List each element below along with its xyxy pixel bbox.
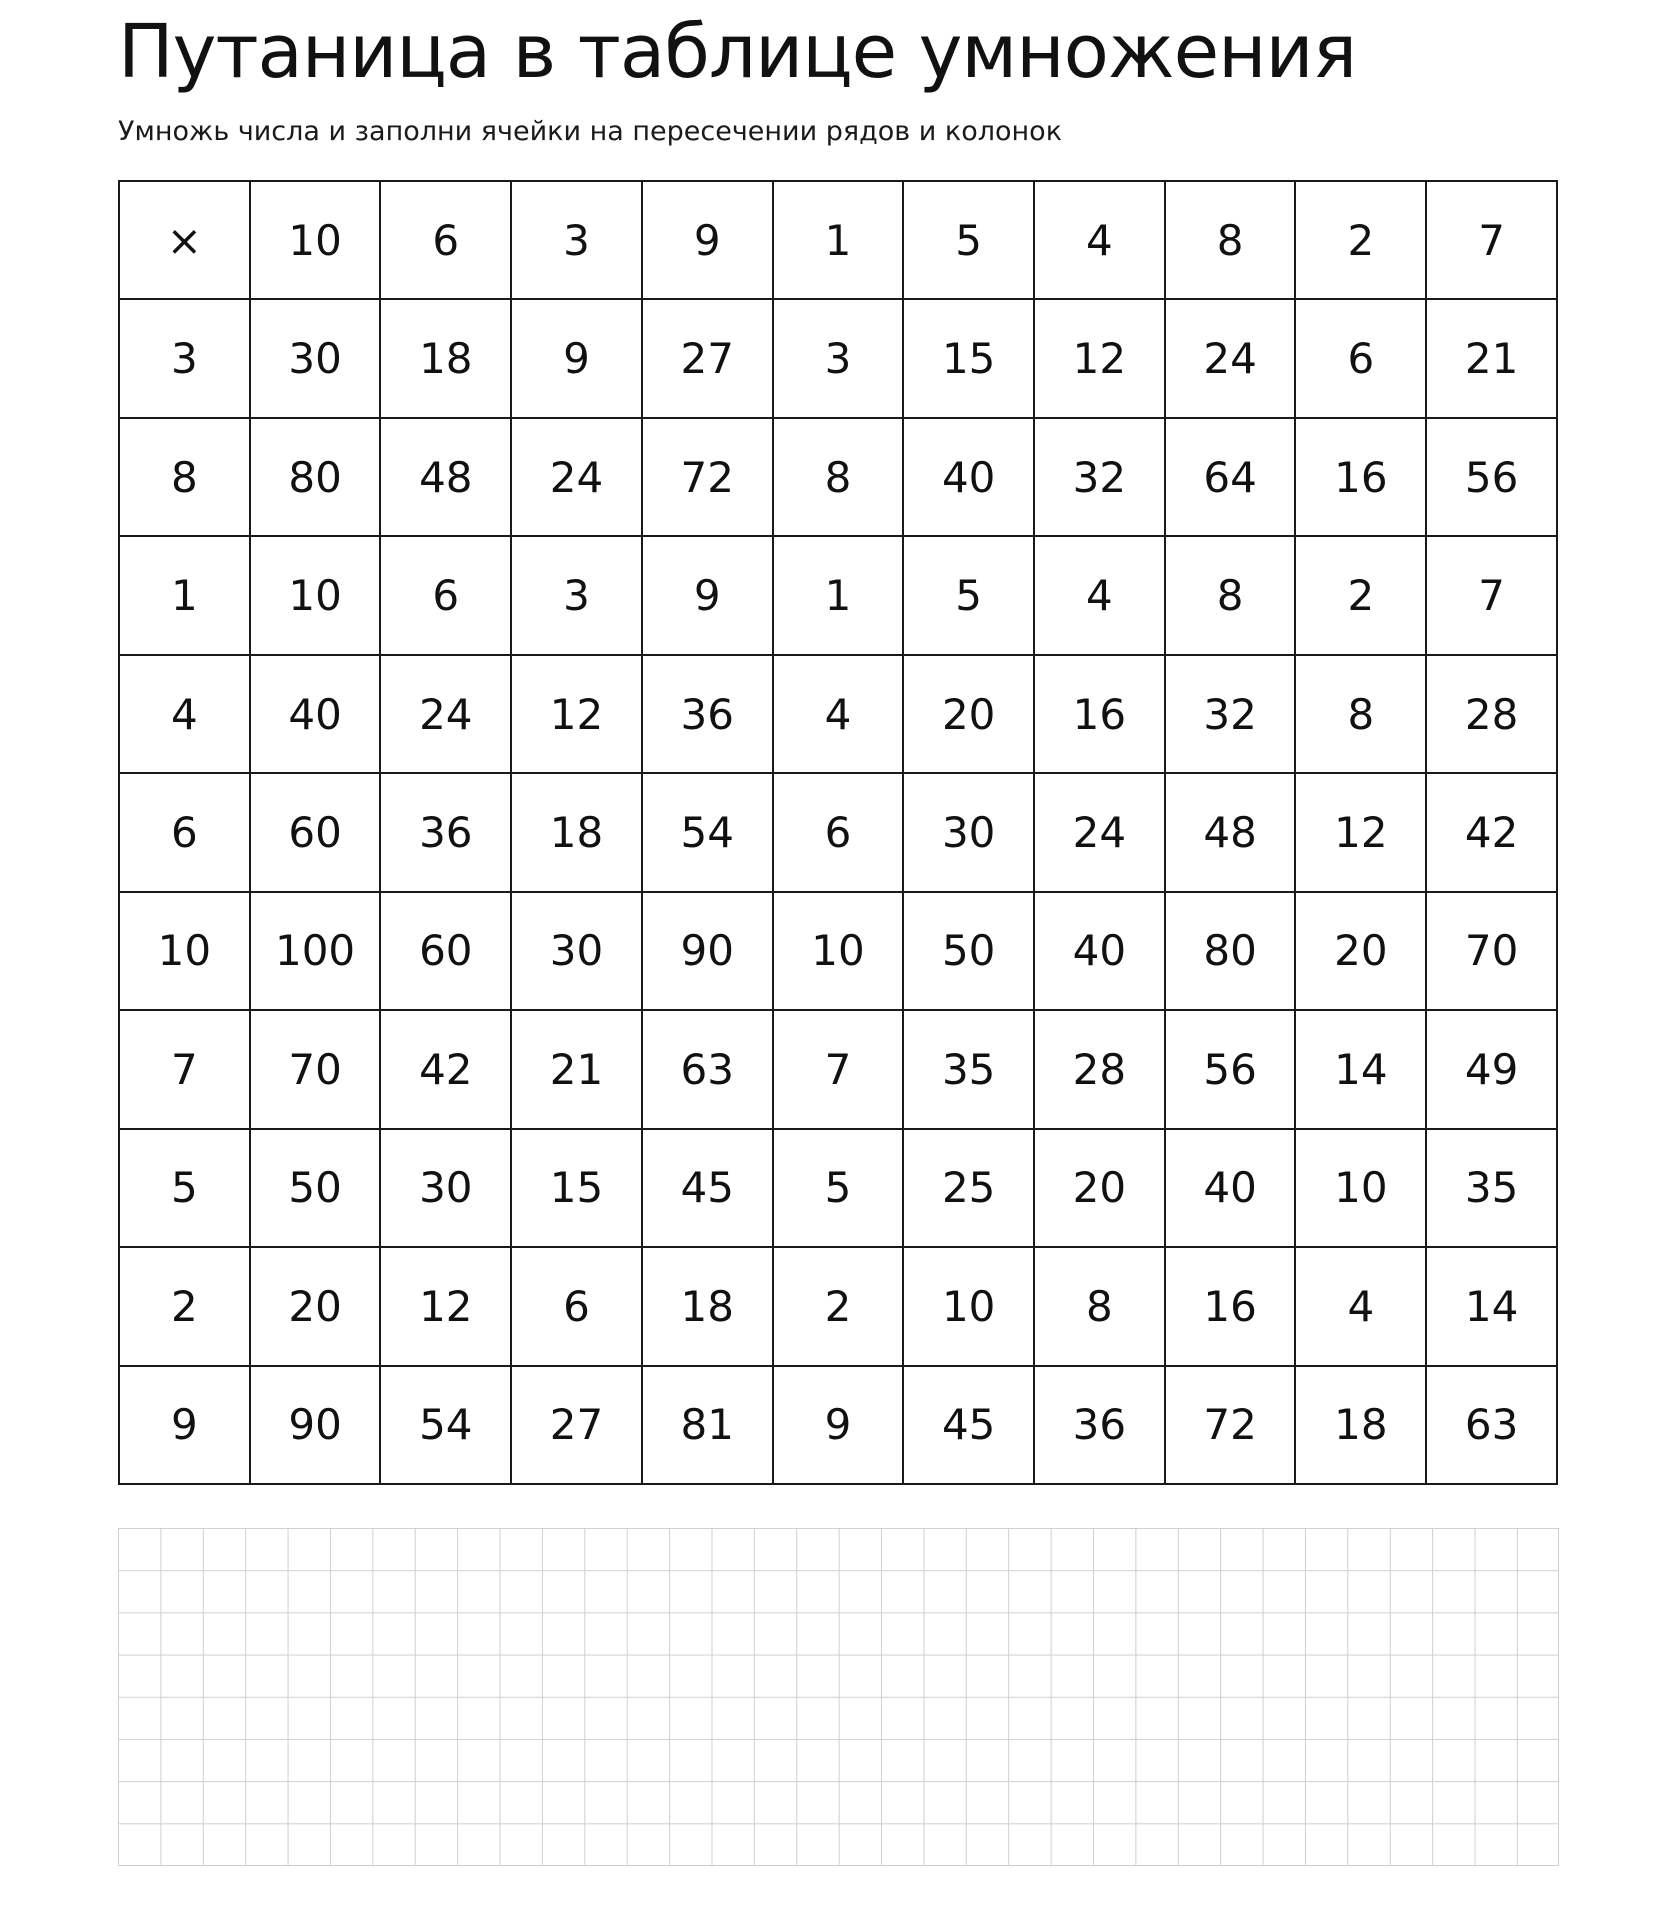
product-cell: 80 xyxy=(1165,892,1296,1010)
column-factor-cell: 5 xyxy=(903,181,1034,299)
table-row xyxy=(119,1247,1557,1365)
row-factor-cell: 7 xyxy=(119,1010,250,1128)
product-cell: 30 xyxy=(250,299,381,417)
product-cell: 72 xyxy=(642,418,773,536)
product-cell: 42 xyxy=(1426,773,1557,891)
product-cell: 10 xyxy=(1295,1129,1426,1247)
product-cell: 4 xyxy=(1295,1247,1426,1365)
grid-paper-work-area xyxy=(118,1528,1559,1866)
product-cell: 6 xyxy=(1295,299,1426,417)
product-cell: 36 xyxy=(1034,1366,1165,1484)
product-cell: 12 xyxy=(1295,773,1426,891)
table-row xyxy=(119,773,1557,891)
product-cell: 24 xyxy=(380,655,511,773)
product-cell: 24 xyxy=(1165,299,1296,417)
product-cell: 90 xyxy=(642,892,773,1010)
column-factor-cell: 7 xyxy=(1426,181,1557,299)
product-cell: 50 xyxy=(903,892,1034,1010)
product-cell: 18 xyxy=(1295,1366,1426,1484)
page-title: Путаница в таблице умножения xyxy=(118,9,1357,95)
product-cell: 10 xyxy=(903,1247,1034,1365)
product-cell: 80 xyxy=(250,418,381,536)
column-factor-cell: 4 xyxy=(1034,181,1165,299)
product-cell: 30 xyxy=(903,773,1034,891)
product-cell: 8 xyxy=(1034,1247,1165,1365)
product-cell: 9 xyxy=(773,1366,904,1484)
product-cell: 56 xyxy=(1165,1010,1296,1128)
product-cell: 6 xyxy=(511,1247,642,1365)
column-factor-cell: 2 xyxy=(1295,181,1426,299)
product-cell: 72 xyxy=(1165,1366,1296,1484)
product-cell: 42 xyxy=(380,1010,511,1128)
table-row xyxy=(119,418,1557,536)
product-cell: 64 xyxy=(1165,418,1296,536)
product-cell: 10 xyxy=(773,892,904,1010)
column-factor-cell: 8 xyxy=(1165,181,1296,299)
product-cell: 36 xyxy=(380,773,511,891)
product-cell: 40 xyxy=(903,418,1034,536)
column-factor-cell: 10 xyxy=(250,181,381,299)
product-cell: 90 xyxy=(250,1366,381,1484)
product-cell: 20 xyxy=(1034,1129,1165,1247)
product-cell: 21 xyxy=(1426,299,1557,417)
product-cell: 18 xyxy=(380,299,511,417)
product-cell: 16 xyxy=(1295,418,1426,536)
product-cell: 12 xyxy=(511,655,642,773)
product-cell: 48 xyxy=(1165,773,1296,891)
product-cell: 20 xyxy=(250,1247,381,1365)
product-cell: 18 xyxy=(642,1247,773,1365)
table-row xyxy=(119,655,1557,773)
product-cell: 20 xyxy=(1295,892,1426,1010)
multiplication-table xyxy=(118,180,1558,1485)
product-cell: 8 xyxy=(773,418,904,536)
product-cell: 10 xyxy=(250,536,381,654)
product-cell: 27 xyxy=(511,1366,642,1484)
product-cell: 45 xyxy=(903,1366,1034,1484)
row-factor-cell: 2 xyxy=(119,1247,250,1365)
product-cell: 35 xyxy=(1426,1129,1557,1247)
product-cell: 40 xyxy=(250,655,381,773)
product-cell: 18 xyxy=(511,773,642,891)
product-cell: 81 xyxy=(642,1366,773,1484)
table-row xyxy=(119,299,1557,417)
product-cell: 40 xyxy=(1165,1129,1296,1247)
product-cell: 21 xyxy=(511,1010,642,1128)
product-cell: 2 xyxy=(1295,536,1426,654)
product-cell: 16 xyxy=(1034,655,1165,773)
product-cell: 8 xyxy=(1295,655,1426,773)
product-cell: 20 xyxy=(903,655,1034,773)
product-cell: 2 xyxy=(773,1247,904,1365)
product-cell: 15 xyxy=(511,1129,642,1247)
product-cell: 14 xyxy=(1426,1247,1557,1365)
product-cell: 28 xyxy=(1426,655,1557,773)
product-cell: 8 xyxy=(1165,536,1296,654)
product-cell: 63 xyxy=(642,1010,773,1128)
row-factor-cell: 8 xyxy=(119,418,250,536)
product-cell: 45 xyxy=(642,1129,773,1247)
product-cell: 30 xyxy=(380,1129,511,1247)
product-cell: 7 xyxy=(773,1010,904,1128)
row-factor-cell: 1 xyxy=(119,536,250,654)
row-factor-cell: 9 xyxy=(119,1366,250,1484)
row-factor-cell: 6 xyxy=(119,773,250,891)
table-row xyxy=(119,1366,1557,1484)
product-cell: 32 xyxy=(1165,655,1296,773)
row-factor-cell: 3 xyxy=(119,299,250,417)
table-row xyxy=(119,1129,1557,1247)
product-cell: 7 xyxy=(1426,536,1557,654)
product-cell: 12 xyxy=(380,1247,511,1365)
table-row xyxy=(119,536,1557,654)
product-cell: 40 xyxy=(1034,892,1165,1010)
table-row xyxy=(119,892,1557,1010)
product-cell: 24 xyxy=(511,418,642,536)
product-cell: 54 xyxy=(380,1366,511,1484)
header-row xyxy=(119,181,1557,299)
product-cell: 3 xyxy=(511,536,642,654)
product-cell: 49 xyxy=(1426,1010,1557,1128)
product-cell: 54 xyxy=(642,773,773,891)
column-factor-cell: 6 xyxy=(380,181,511,299)
row-factor-cell: 4 xyxy=(119,655,250,773)
table-row xyxy=(119,1010,1557,1128)
product-cell: 6 xyxy=(773,773,904,891)
table-body xyxy=(119,181,1557,1484)
product-cell: 24 xyxy=(1034,773,1165,891)
product-cell: 4 xyxy=(773,655,904,773)
column-factor-cell: 3 xyxy=(511,181,642,299)
product-cell: 32 xyxy=(1034,418,1165,536)
product-cell: 5 xyxy=(903,536,1034,654)
product-cell: 25 xyxy=(903,1129,1034,1247)
product-cell: 9 xyxy=(642,536,773,654)
column-factor-cell: 9 xyxy=(642,181,773,299)
product-cell: 15 xyxy=(903,299,1034,417)
multiply-sign-cell: × xyxy=(119,181,250,299)
column-factor-cell: 1 xyxy=(773,181,904,299)
product-cell: 56 xyxy=(1426,418,1557,536)
product-cell: 6 xyxy=(380,536,511,654)
product-cell: 27 xyxy=(642,299,773,417)
product-cell: 50 xyxy=(250,1129,381,1247)
row-factor-cell: 10 xyxy=(119,892,250,1010)
product-cell: 63 xyxy=(1426,1366,1557,1484)
row-factor-cell: 5 xyxy=(119,1129,250,1247)
product-cell: 9 xyxy=(511,299,642,417)
product-cell: 12 xyxy=(1034,299,1165,417)
product-cell: 4 xyxy=(1034,536,1165,654)
product-cell: 1 xyxy=(773,536,904,654)
product-cell: 28 xyxy=(1034,1010,1165,1128)
product-cell: 60 xyxy=(380,892,511,1010)
instructions-subtitle: Умножь числа и заполни ячейки на пересечении рядов и колонок xyxy=(118,116,1062,147)
product-cell: 14 xyxy=(1295,1010,1426,1128)
product-cell: 35 xyxy=(903,1010,1034,1128)
product-cell: 5 xyxy=(773,1129,904,1247)
product-cell: 70 xyxy=(1426,892,1557,1010)
product-cell: 60 xyxy=(250,773,381,891)
product-cell: 16 xyxy=(1165,1247,1296,1365)
product-cell: 30 xyxy=(511,892,642,1010)
product-cell: 70 xyxy=(250,1010,381,1128)
product-cell: 36 xyxy=(642,655,773,773)
product-cell: 48 xyxy=(380,418,511,536)
product-cell: 3 xyxy=(773,299,904,417)
product-cell: 100 xyxy=(250,892,381,1010)
